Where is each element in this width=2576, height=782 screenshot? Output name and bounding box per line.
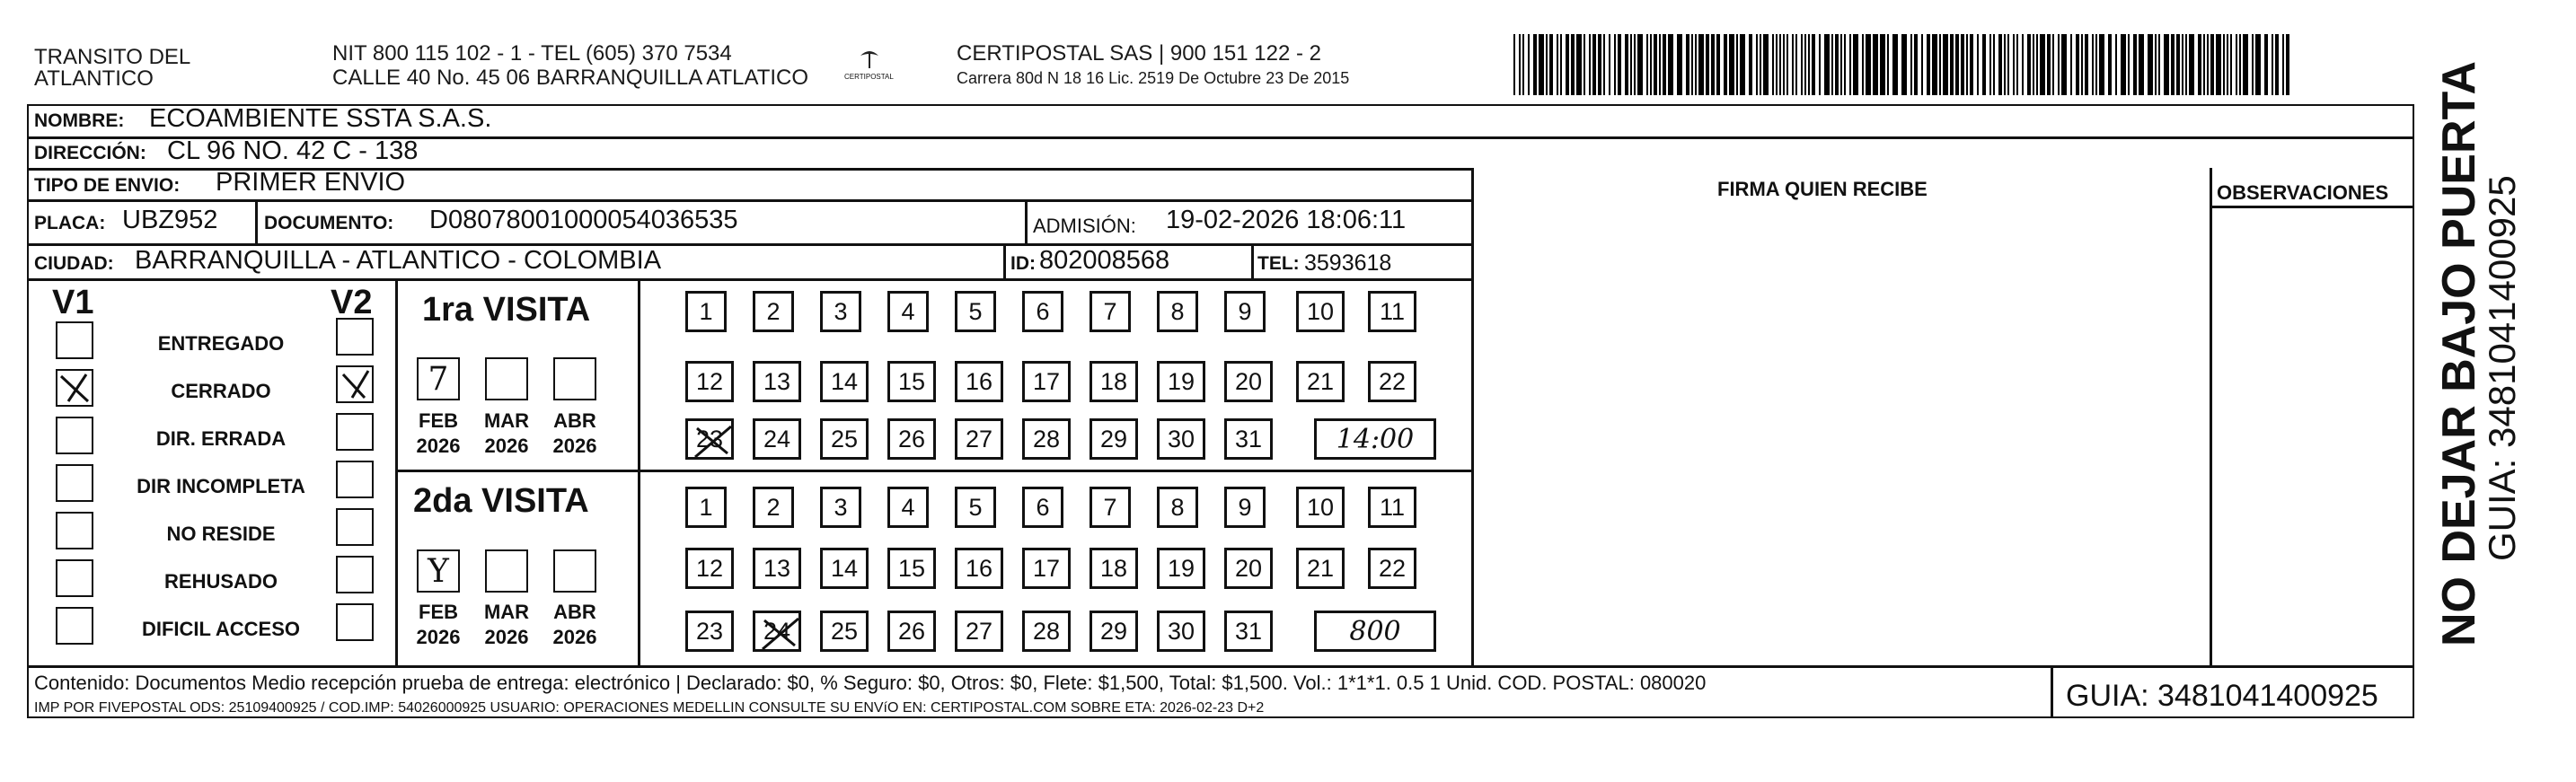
month-year: 2026 [484,434,529,457]
month-year: 2026 [416,625,461,648]
first-visit-day-8[interactable] [1157,291,1198,332]
day-number: 1 [699,297,713,325]
second-visit-time-box[interactable]: 800 [1314,611,1436,652]
rule [27,199,1473,202]
day-number: 11 [1379,297,1406,325]
checkmark-icon [338,367,372,401]
first-visit-day-26[interactable] [887,418,936,460]
status-no-reside-label: NO RESIDE [166,523,276,545]
day-number: 14 [830,554,859,582]
second-visit-day-17[interactable] [1022,548,1071,589]
month-year: 2026 [484,625,529,648]
nombre-value: ECOAMBIENTE SSTA S.A.S. [149,104,492,133]
second-visit-month-feb-label [410,600,466,649]
first-visit-title: 1ra VISITA [422,291,591,329]
status-dir-errada-v1-checkbox[interactable] [56,417,93,454]
second-visit-day-2[interactable] [753,487,794,528]
day-number: 9 [1238,297,1252,325]
day-number: 22 [1378,367,1407,395]
company-subline: Carrera 80d N 18 16 Lic. 2519 De Octubre 23 De 2015 [957,69,1350,87]
first-visit-day-25[interactable] [820,418,869,460]
ciudad-value: BARRANQUILLA - ATLANTICO - COLOMBIA [135,246,662,275]
second-visit-day-21[interactable] [1296,548,1345,589]
no-dejar-bajo-puerta: NO DEJAR BAJO PUERTA [2433,60,2485,646]
day-number: 9 [1238,493,1252,521]
second-visit-day-24[interactable] [753,611,801,652]
day-number: 15 [897,554,926,582]
v2-label: V2 [331,284,373,321]
first-visit-day-16[interactable] [955,361,1003,402]
strike-mark-icon [688,421,737,462]
month-name: FEB [419,409,458,432]
month-name: ABR [553,409,596,432]
day-number: 21 [1306,367,1335,395]
status-dificil-acceso-label: DIFICIL ACCESO [141,618,300,640]
first-visit-day-24[interactable] [753,418,801,460]
logo-text: CERTIPOSTAL [844,73,894,81]
first-visit-day-4[interactable] [887,291,929,332]
first-visit-day-6[interactable] [1022,291,1063,332]
second-visit-day-7[interactable] [1090,487,1131,528]
day-number: 17 [1032,367,1061,395]
day-number: 22 [1378,554,1407,582]
company-line: CERTIPOSTAL SAS | 900 151 122 - 2 [957,41,1321,66]
second-visit-day-25[interactable] [820,611,869,652]
second-visit-day-15[interactable] [887,548,936,589]
admision-label: ADMISIÓN: [1033,215,1136,237]
placa-value: UBZ952 [122,206,218,234]
second-visit-day-11[interactable] [1368,487,1416,528]
first-visit-day-2[interactable] [753,291,794,332]
placa-label: PLACA: [34,213,106,233]
day-number: 19 [1167,554,1195,582]
first-visit-day-22[interactable] [1368,361,1416,402]
month-name: FEB [419,601,458,623]
day-number: 27 [965,617,993,645]
second-visit-day-6[interactable] [1022,487,1063,528]
first-visit-day-21[interactable] [1296,361,1345,402]
day-number: 3 [834,297,848,325]
second-visit-day-10[interactable] [1296,487,1345,528]
rule [395,278,398,665]
rule [2051,665,2053,718]
v1-label: V1 [52,284,94,321]
id-label: ID: [1010,253,1036,274]
first-visit-day-1[interactable] [685,291,727,332]
day-number: 24 [763,617,791,645]
status-rehusado-v1-checkbox[interactable] [56,559,93,597]
rule [395,470,1473,472]
day-number: 17 [1032,554,1061,582]
second-visit-month-mar-label [479,600,534,649]
status-dir-errada-label: DIR. ERRADA [155,427,287,450]
second-visit-day-14[interactable] [820,548,869,589]
checkmark-icon [57,371,92,405]
first-visit-month-feb-label [410,409,466,458]
rule [1251,243,1254,278]
direccion-label: DIRECCIÓN: [34,143,146,163]
first-visit-day-17[interactable] [1022,361,1071,402]
signature-area[interactable] [1474,201,2208,663]
first-visit-day-20[interactable] [1224,361,1273,402]
contenido-line: Contenido: Documentos Medio recepción prueba de entrega: electrónico | Declarado: $0, % Seguro: $0, Otros: $0, Flete: $1,500, Total: $1,500. Vol.: 1*1*1. 0.5 1 Unid. COD. POSTAL: 080020 [34,672,1707,694]
day-number: 29 [1099,617,1128,645]
day-number: 10 [1306,493,1335,521]
status-dificil-acceso-v1-checkbox[interactable] [56,607,93,645]
status-rehusado-label: REHUSADO [164,570,278,593]
first-visit-month-mar-label [479,409,534,458]
ciudad-label: CIUDAD: [34,253,114,274]
month-year: 2026 [552,625,597,648]
status-cerrado-v2-checkbox[interactable] [336,365,374,403]
tel-label: TEL: [1257,253,1300,274]
first-visit-month-abr-checkbox[interactable] [553,357,596,400]
second-visit-day-22[interactable] [1368,548,1416,589]
day-number: 10 [1306,297,1335,325]
day-number: 12 [695,367,724,395]
first-visit-month-feb-checkbox[interactable]: 7 [417,357,460,400]
day-number: 5 [968,493,983,521]
firma-label: FIRMA QUIEN RECIBE [1717,178,1928,200]
side-guia: GUIA: 3481041400925 [2481,175,2523,561]
address-line: CALLE 40 No. 45 06 BARRANQUILLA ATLATICO [332,66,809,90]
tel-value: 3593618 [1304,250,1392,276]
day-number: 26 [897,425,926,453]
status-dir-errada-v2-checkbox[interactable] [336,413,374,451]
day-number: 4 [901,297,915,325]
status-entregado-label: ENTREGADO [157,332,285,355]
second-visit-day-1[interactable] [685,487,727,528]
first-visit-time-box[interactable]: 14:00 [1314,418,1436,460]
first-visit-month-abr-label [547,409,603,458]
day-number: 27 [965,425,993,453]
status-dir-incompleta-label: DIR INCOMPLETA [137,475,305,497]
second-visit-day-18[interactable] [1090,548,1138,589]
first-visit-day-23[interactable] [685,418,734,460]
first-visit-day-30[interactable] [1157,418,1205,460]
second-visit-month-mar-checkbox[interactable] [485,549,528,593]
first-visit-day-13[interactable] [753,361,801,402]
day-number: 14 [830,367,859,395]
status-cerrado-v1-checkbox[interactable] [56,369,93,407]
first-visit-day-3[interactable] [820,291,861,332]
first-visit-day-5[interactable] [955,291,996,332]
admision-value: 19-02-2026 18:06:11 [1166,206,1407,234]
status-rehusado-v2-checkbox[interactable] [336,556,374,593]
second-visit-day-3[interactable] [820,487,861,528]
day-number: 7 [1103,493,1117,521]
second-visit-day-19[interactable] [1157,548,1205,589]
status-dir-incompleta-v1-checkbox[interactable] [56,464,93,502]
tipo-envio-value: PRIMER ENVIO [216,168,406,197]
second-visit-day-4[interactable] [887,487,929,528]
day-number: 2 [766,493,781,521]
second-visit-month-feb-checkbox[interactable]: Y [417,549,460,593]
second-visit-day-9[interactable] [1224,487,1266,528]
day-number: 24 [763,425,791,453]
first-visit-day-11[interactable] [1368,291,1416,332]
day-number: 20 [1234,367,1263,395]
day-number: 31 [1234,617,1263,645]
day-number: 28 [1032,617,1061,645]
first-visit-day-9[interactable] [1224,291,1266,332]
day-number: 25 [830,617,859,645]
day-number: 25 [830,425,859,453]
rule [638,278,640,665]
day-number: 4 [901,493,915,521]
second-visit-day-23[interactable] [685,611,734,652]
observaciones-label: OBSERVACIONES [2217,181,2389,204]
day-number: 15 [897,367,926,395]
second-visit-day-5[interactable] [955,487,996,528]
second-visit-day-28[interactable] [1022,611,1071,652]
second-visit-day-30[interactable] [1157,611,1205,652]
direccion-value: CL 96 NO. 42 C - 138 [167,136,419,165]
second-visit-title: 2da VISITA [413,482,589,520]
day-number: 5 [968,297,983,325]
day-number: 20 [1234,554,1263,582]
strike-mark-icon [755,613,804,655]
barcode [1512,34,2295,95]
second-visit-day-31[interactable] [1224,611,1273,652]
first-visit-day-29[interactable] [1090,418,1138,460]
imp-line: IMP POR FIVEPOSTAL ODS: 25109400925 / COD.IMP: 54026000925 USUARIO: OPERACIONES MEDELLIN CONSULTE SU ENVíO EN: CERTIPOSTAL.COM SOBRE ETA: 2026-02-23 D+2 [34,700,1265,716]
first-visit-day-12[interactable] [685,361,734,402]
first-visit-month-mar-checkbox[interactable] [485,357,528,400]
second-visit-day-8[interactable] [1157,487,1198,528]
day-number: 29 [1099,425,1128,453]
day-number: 18 [1099,554,1128,582]
documento-label: DOCUMENTO: [264,213,394,233]
second-visit-day-26[interactable] [887,611,936,652]
day-number: 21 [1306,554,1335,582]
day-number: 12 [695,554,724,582]
day-number: 19 [1167,367,1195,395]
first-visit-day-15[interactable] [887,361,936,402]
day-number: 11 [1379,493,1406,521]
first-visit-day-7[interactable] [1090,291,1131,332]
day-number: 16 [965,367,993,395]
status-no-reside-v1-checkbox[interactable] [56,512,93,549]
day-number: 8 [1170,297,1185,325]
first-visit-day-14[interactable] [820,361,869,402]
month-name: MAR [483,601,530,623]
rule [255,199,258,243]
status-dificil-acceso-v2-checkbox[interactable] [336,603,374,641]
month-year: 2026 [416,434,461,457]
guia-footer: GUIA: 3481041400925 [2066,679,2378,713]
documento-value: D08078001000054036535 [429,206,738,234]
month-year: 2026 [552,434,597,457]
second-visit-month-abr-checkbox[interactable] [553,549,596,593]
status-no-reside-v2-checkbox[interactable] [336,508,374,546]
day-number: 1 [699,493,713,521]
second-visit-day-16[interactable] [955,548,1003,589]
day-number: 28 [1032,425,1061,453]
org-name-line2: ATLANTICO [34,66,154,91]
rule [27,665,2414,668]
first-visit-day-31[interactable] [1224,418,1273,460]
day-number: 6 [1036,493,1050,521]
day-number: 26 [897,617,926,645]
day-number: 13 [763,367,791,395]
day-number: 16 [965,554,993,582]
second-visit-day-12[interactable] [685,548,734,589]
day-number: 8 [1170,493,1185,521]
day-number: 30 [1167,425,1195,453]
status-dir-incompleta-v2-checkbox[interactable] [336,461,374,498]
second-visit-month-abr-label [547,600,603,649]
rule [1025,199,1028,243]
day-number: 2 [766,297,781,325]
second-visit-day-27[interactable] [955,611,1003,652]
status-entregado-v1-checkbox[interactable] [56,321,93,359]
nit-line: NIT 800 115 102 - 1 - TEL (605) 370 7534 [332,41,732,66]
org-name-line1: TRANSITO DEL [34,45,191,69]
month-name: ABR [553,601,596,623]
first-visit-day-27[interactable] [955,418,1003,460]
day-number: 31 [1234,425,1263,453]
tipo-envio-label: TIPO DE ENVIO: [34,175,181,196]
second-visit-day-29[interactable] [1090,611,1138,652]
observations-area[interactable] [2212,208,2413,663]
day-number: 23 [695,425,724,453]
first-visit-day-10[interactable] [1296,291,1345,332]
nombre-label: NOMBRE: [34,110,125,131]
status-cerrado-label: CERRADO [171,380,271,402]
status-entregado-v2-checkbox[interactable] [336,318,374,356]
day-number: 30 [1167,617,1195,645]
day-number: 6 [1036,297,1050,325]
second-visit-day-13[interactable] [753,548,801,589]
first-visit-day-28[interactable] [1022,418,1071,460]
day-number: 13 [763,554,791,582]
rule [27,278,1473,281]
first-visit-day-18[interactable] [1090,361,1138,402]
day-number: 3 [834,493,848,521]
day-number: 18 [1099,367,1128,395]
first-visit-day-19[interactable] [1157,361,1205,402]
id-value: 802008568 [1039,246,1170,275]
second-visit-day-20[interactable] [1224,548,1273,589]
month-name: MAR [483,409,530,432]
day-number: 7 [1103,297,1117,325]
certipostal-logo [842,47,896,86]
day-number: 23 [695,617,724,645]
rule [1003,243,1006,278]
